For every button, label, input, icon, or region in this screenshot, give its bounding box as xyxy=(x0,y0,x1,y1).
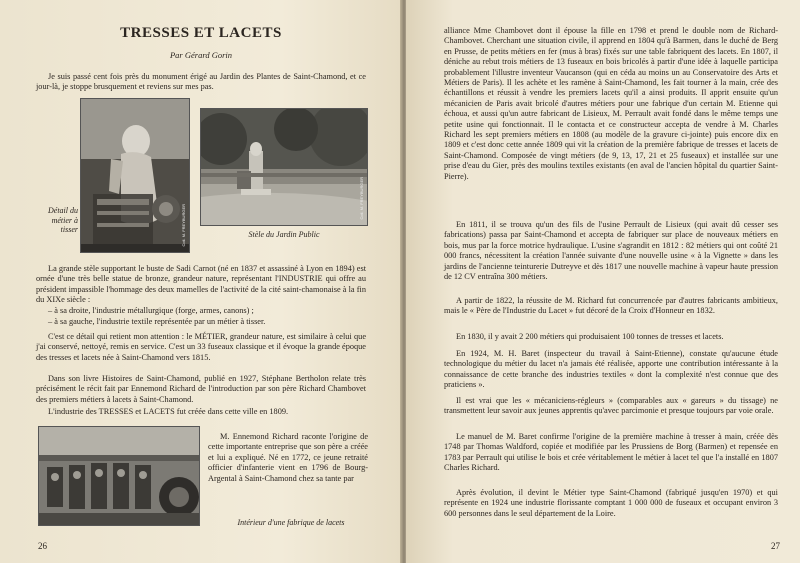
paragraph-1811: En 1811, il se trouva qu'un des fils de l'usine Perrault de Lisieux (qui avait dû cesser ses fabrications) passa par Saint-Chamond et accepta de fabriquer sur place de nouveaux métiers en bois, mus par la force motrice hydraulique. L'usine s'agrandit en 1812 : 82 métiers qui ont coûté 21 000 francs, nécessitent la création l'année suivante d'une nouvelle usine « à la Vignette » dans les jardins de l'ancienne teinturerie Dutreyve et dès 1817 une nouvelle machine à vapeur haute pression de 12 CV entraîna 300 métiers. xyxy=(444,220,778,282)
paragraph-1924: En 1924, M. H. Baret (inspecteur du travail à Saint-Etienne), constate qu'aucune étude technologique du métier du lacet n'a jamais été réalisée, apporte une contribution intéressante à la connaissance de cette branche des industries textiles « dont la complexité n'est connue que des praticiens ». xyxy=(444,349,778,390)
paragraph-baret-manual: Le manuel de M. Baret confirme l'origine de la première machine à tresser à main, créée dès 1748 par Thomas Waldford, copiée et modifiée par les Prussiens de Borg (Barmen) et repensée en 1783 par Perrault qui utilise le bois et crée véritablement le métier à lacet tel que l'a installé en 1807 Charles Richard. xyxy=(444,432,778,473)
bullet-metallurgy: – à sa droite, l'industrie métallurgique (forge, armes, canons) ; xyxy=(48,306,254,315)
paragraph-loom: C'est ce détail qui retient mon attention : le MÉTIER, grandeur nature, est similaire à celui que j'ai conservé, nettoyé, remis en service. C'est un 33 fuseaux classique et il évoque la grande époque des tresses et lacets née à Saint-Chamond vers 1815. xyxy=(36,332,366,362)
photo-loom-detail-caption: Détail du métier à tisser xyxy=(48,206,78,234)
paragraph-industry-created: L'industrie des TRESSES et LACETS fut créée dans cette ville en 1809. xyxy=(48,407,289,416)
paragraph-1830: En 1830, il y avait 2 200 métiers qui produisaient 100 tonnes de tresses et lacets. xyxy=(456,332,724,341)
page-number-left: 26 xyxy=(38,541,47,551)
paragraph-ennemond: M. Ennemond Richard raconte l'origine de cette importante entreprise que son père a créée et lui a expliqué. Né en 1772, ce jeune retraité officier d'infanterie vient en 1796 de Bourg-Argental à Saint-Chamond chez sa tante par xyxy=(208,432,368,483)
article-byline: Par Gérard Gorin xyxy=(169,50,233,60)
photo-loom-detail-credit: Coll. M. FREYBURGER xyxy=(181,203,186,246)
article-title: TRESSES ET LACETS xyxy=(120,25,282,41)
bullet-textile: – à sa gauche, l'industrie textile représentée par un métier à tisser. xyxy=(48,317,266,326)
paragraph-mecaniciens: Il est vrai que les « mécaniciens-régleurs » (comparables aux « gareurs » du tissage) ne transmettent leur savoir aux jeunes apprentis qu'avec parcimonie et presque toujours par voie orale. xyxy=(444,396,778,416)
page-number-right: 27 xyxy=(771,541,780,551)
photo-factory-interior xyxy=(38,426,200,526)
photo-factory-interior-caption: Intérieur d'une fabrique de lacets xyxy=(237,518,345,527)
paragraph-1822: A partir de 1822, la réussite de M. Richard fut concurrencée par d'autres fabricants ambitieux, mais le « Père de l'Industrie du Lacet » fut décoré de la Croix d'Honneur en 1832. xyxy=(444,296,778,316)
paragraph-bertholon: Dans son livre Histoires de Saint-Chamond, publié en 1927, Stéphane Bertholon relate très précisément le récit fait par Ennemond Richard de l'introduction par son père Richard Chambovet des premiers métiers à lacets à Saint-Chamond. xyxy=(36,374,366,404)
right-page xyxy=(406,0,800,563)
photo-stele-credit: Coll. M. FREYBURGER xyxy=(359,176,364,219)
paragraph-chambovet: alliance Mme Chambovet dont il épouse la fille en 1798 et prend le double nom de Richard-Chambovet. Cherchant une situation civile, il apprend en 1804 qu'à Barmen, dans le duché de Berg en Prusse, de petits métiers en fer (mus à bras) fixés sur une table fabriquent des lacets. En 1807, il déniche au rebut trois métiers de 13 fuseaux en bois bricolés à partir d'une idée à laquelle participa probablement l'illustre inventeur Vaucanson (qui en céda au moins un au Conservatoire des Arts et Métiers de Paris). Il les achète et les ramène à Saint-Chamond, les fait tourner à la main, crée des échantillons et réussit à vendre les premiers lacets qu'il a ainsi produits. Il apprit ensuite qu'un mécanicien de Paris avait bricolé d'autres métiers pour une fabrique d'un certain M. Etienne qui échoua, et aussi qu'un autre fabricant de Lisieux, M. Perrault avait fondé dans le même temps une petite usine qui fonctionnait. Il le contacta et ce constructeur accepta de vendre à M. Charles Richard les sept premiers métiers en 1808 (au modèle de la gravure ci-jointe) puis encore dix en 1809 et c'est donc cette année 1809 qui vit la création de la première fabrique de tresses et lacets de Saint-Chamond. Composée de vingt métiers (de 9, 13, 17, 21 et 25 fuseaux) et installée sur une prise d'eau du Gier, près des moulins textiles existants (en aval de l'ancien hôpital du quartier Saint-Pierre). xyxy=(444,26,778,181)
photo-stele-image xyxy=(201,109,368,226)
photo-loom-detail xyxy=(80,98,190,253)
paragraph-metier-type: Après évolution, il devint le Métier type Saint-Chamond (fabriqué jusqu'en 1970) et qui représente en 1924 une industrie florissante comptant 1 000 000 de fuseaux et occupant environ 3 600 personnes dans le seul département de la Loire. xyxy=(444,488,778,518)
photo-loom-detail-image xyxy=(81,99,190,253)
photo-stele xyxy=(200,108,368,226)
photo-stele-caption: Stèle du Jardin Public xyxy=(248,230,320,239)
intro-paragraph: Je suis passé cent fois près du monument érigé au Jardin des Plantes de Saint-Chamond, et ce jour-là, je stoppe brusquement et reviens sur mes pas. xyxy=(36,72,366,92)
photo-factory-interior-image xyxy=(39,427,200,526)
paragraph-stele: La grande stèle supportant le buste de Sadi Carnot (né en 1837 et assassiné à Lyon en 1894) est ornée d'une très belle statue de bronze, grandeur nature, représentant l'INDUSTRIE qui offre au président impassible l'hommage des deux mamelles de l'activité de la cité saint-chamonaise à la fin du XIXe siècle : xyxy=(36,264,366,305)
